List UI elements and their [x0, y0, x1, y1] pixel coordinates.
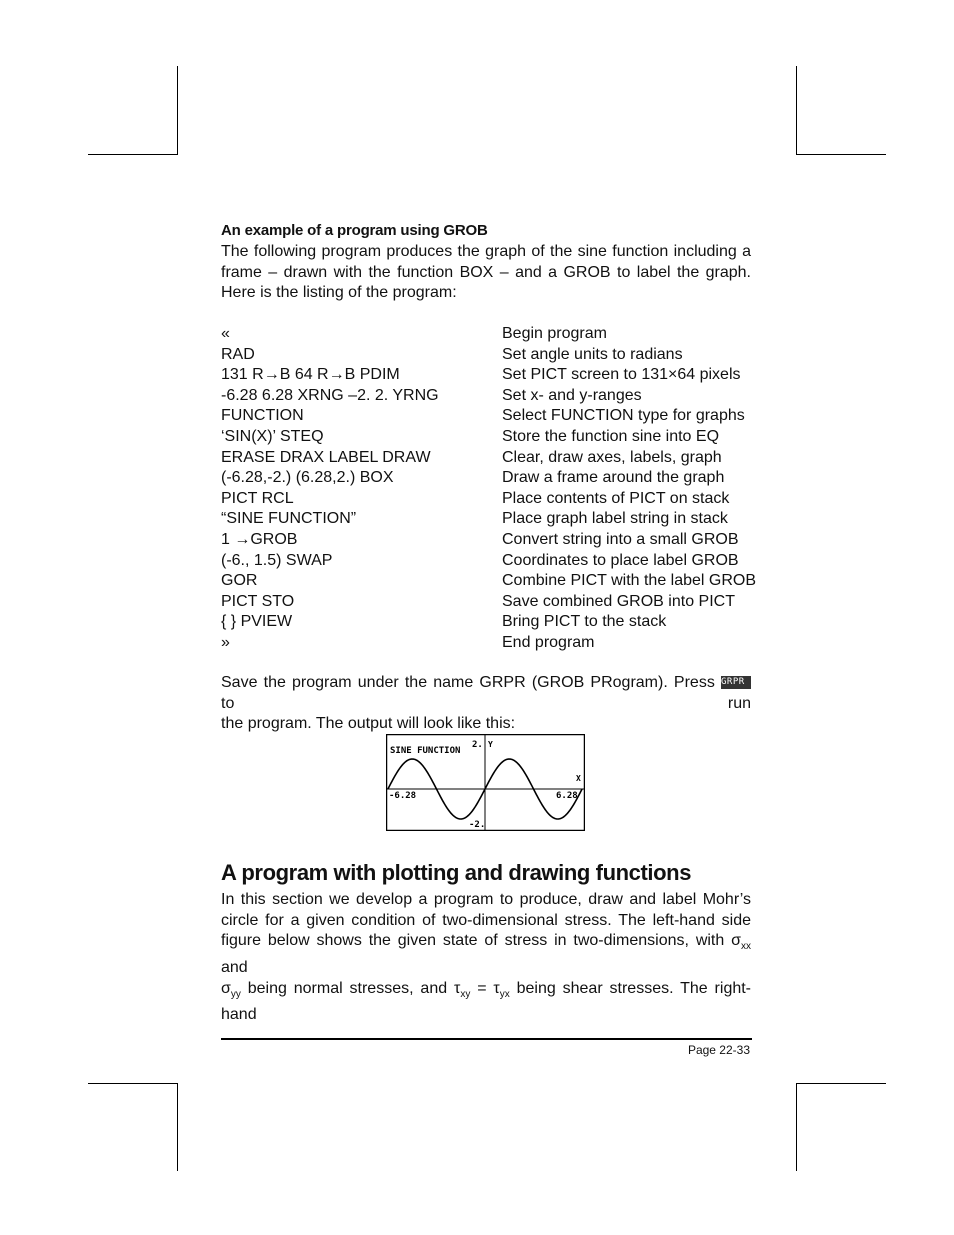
x-axis-label: X: [576, 774, 581, 783]
mohr-text: being shear stresses. The right-hand: [221, 979, 752, 1024]
crop-mark: [177, 1083, 178, 1171]
mohr-line: In this section we develop a program to produce, draw and label Mohr’s: [221, 891, 751, 908]
comment-line: Set angle units to radians: [502, 345, 683, 363]
code-line: (-6., 1.5) SWAP: [221, 551, 333, 569]
program-comments: [502, 324, 756, 654]
comment-line: Bring PICT to the stack: [502, 613, 667, 631]
save-note-paragraph: [221, 673, 751, 735]
mohr-text: being normal stresses, and: [247, 979, 448, 997]
page-number: Page 22-33: [687, 1043, 750, 1057]
code-line: (-6.28,-2.) (6.28,2.) BOX: [221, 469, 394, 487]
sigma-symbol: σ: [731, 932, 741, 950]
mohr-line: [221, 931, 751, 978]
mohr-line: [221, 979, 751, 1026]
section-subheading: An example of a program using GROB: [221, 222, 488, 239]
code-line: PICT STO: [221, 592, 295, 610]
code-line: -6.28 6.28 XRNG –2. 2. YRNG: [221, 386, 439, 404]
crop-mark: [796, 154, 886, 155]
y-max-label: 2.: [472, 740, 483, 750]
mohr-text: =: [477, 979, 487, 997]
code-line: ‘SIN(X)’ STEQ: [221, 427, 324, 445]
x-max-label: 6.28: [556, 791, 578, 801]
subscript: yy: [230, 988, 241, 1000]
crop-mark: [177, 66, 178, 154]
comment-line: Set x- and y-ranges: [502, 386, 642, 404]
tau-symbol: τ: [454, 979, 461, 997]
code-line: FUNCTION: [221, 407, 304, 425]
subscript: xx: [741, 941, 751, 953]
mohr-paragraph: [221, 890, 751, 1026]
program-code: [221, 324, 439, 654]
comment-line: Set PICT screen to 131×64 pixels: [502, 366, 741, 384]
comment-line: Place contents of PICT on stack: [502, 489, 730, 507]
code-line: “SINE FUNCTION”: [221, 510, 357, 528]
comment-line: Begin program: [502, 325, 607, 342]
comment-line: Save combined GROB into PICT: [502, 592, 735, 610]
save-note-text: Save the program under the name GRPR (GROB PRogram). Press: [221, 674, 715, 691]
comment-line: Store the function sine into EQ: [502, 427, 720, 445]
subscript: xy: [460, 988, 471, 1000]
intro-paragraph: [221, 242, 751, 304]
code-line: 1 →GROB: [221, 530, 298, 548]
y-min-label: -2.: [469, 820, 486, 830]
graph-label: SINE FUNCTION: [390, 746, 461, 756]
footer-rule: [221, 1038, 752, 1040]
comment-line: Clear, draw axes, labels, graph: [502, 448, 722, 466]
code-line: «: [221, 325, 230, 342]
comment-line: Combine PICT with the label GROB: [502, 572, 757, 590]
crop-mark: [796, 1083, 797, 1171]
code-line: 131 R→B 64 R→B PDIM: [221, 366, 400, 384]
grpr-softkey-icon: GRPR: [721, 676, 751, 689]
comment-line: Select FUNCTION type for graphs: [502, 407, 745, 425]
intro-line: The following program produces the graph of the sine function including a: [221, 243, 751, 260]
save-note-text: to run: [221, 694, 751, 712]
comment-line: Coordinates to place label GROB: [502, 551, 739, 569]
sigma-symbol: σ: [221, 979, 231, 997]
y-axis-label: Y: [488, 740, 493, 749]
crop-mark: [88, 1083, 178, 1084]
crop-mark: [796, 66, 797, 154]
save-note-line: [221, 673, 751, 714]
sine-graph-screen: [386, 734, 585, 831]
comment-line: Place graph label string in stack: [502, 510, 728, 528]
code-line: ERASE DRAX LABEL DRAW: [221, 448, 431, 466]
comment-line: Convert string into a small GROB: [502, 530, 739, 548]
crop-mark: [796, 1083, 886, 1084]
intro-line: Here is the listing of the program:: [221, 284, 457, 302]
code-line: GOR: [221, 572, 258, 590]
code-line: »: [221, 633, 230, 651]
tau-symbol: τ: [493, 979, 500, 997]
intro-line: frame – drawn with the function BOX – and a GROB to label the graph.: [221, 263, 751, 281]
mohr-text: and: [221, 958, 248, 976]
subscript: yx: [499, 988, 510, 1000]
comment-line: Draw a frame around the graph: [502, 469, 725, 487]
comment-line: End program: [502, 633, 595, 651]
code-line: PICT RCL: [221, 489, 294, 507]
x-min-label: -6.28: [389, 791, 417, 801]
mohr-text: figure below shows the given state of stress in two-dimensions, with: [221, 932, 725, 950]
mohr-line: circle for a given condition of two-dimensional stress. The left-hand side: [221, 911, 751, 929]
code-line: { } PVIEW: [221, 613, 293, 631]
crop-mark: [88, 154, 178, 155]
code-line: RAD: [221, 345, 255, 363]
section-heading: A program with plotting and drawing functions: [221, 860, 692, 885]
save-note-line: the program. The output will look like this:: [221, 715, 516, 733]
